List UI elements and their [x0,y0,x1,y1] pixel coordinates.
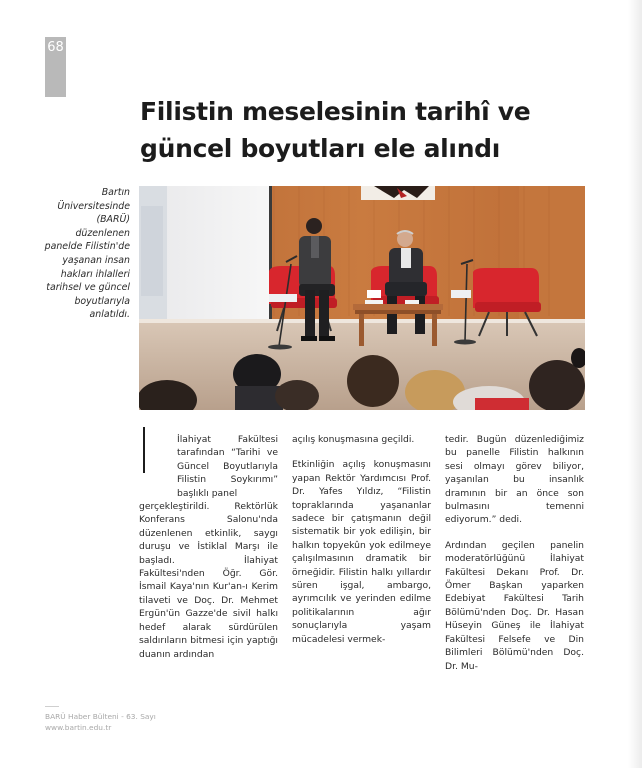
panel-event-photo [139,186,585,410]
article-column-1 [139,433,278,673]
article-paragraph: açılış konuşmasına geçildi. [292,434,415,445]
article-headline: Filistin meselesinin tarihî ve güncel boyutları ele alındı [140,97,531,163]
article-body-text: gerçekleştirildi. Rektörlük Konferans Salonu'nda düzenlenen etkinlik, saygı duruşu ve İstiklal Marşı ile başladı. İlahiyat Fakültesi'nden Öğr. Gör. İsmail Kaya'nın Kur'an-ı Kerim tilaveti ve Doç. Dr. Mehmet Ergün'ün Gazze'de sivil halkı hedef alarak sürdürülen saldırıların bitmesi için yaptığı duanın ardından [139,501,278,660]
pull-quote: Bartın Üniversitesinde (BARÜ) düzenlenen panelde Filistin'de yaşanan insan hakları ihlalleri tarihsel ve güncel boyutlarıyla anlatıldı. [44,187,130,321]
footer-website-link[interactable]: www.bartin.edu.tr [45,723,112,732]
page-edge-shadow [628,0,642,768]
page-footer [45,711,156,733]
article-column-2 [292,433,431,658]
article-paragraph: Ardından geçilen panelin moderatörlüğünü İlahiyat Fakültesi Dekanı Prof. Dr. Ömer Başkan yaparken Edebiyat Fakültesi Tarih Bölümü'nden Doç. Dr. Hasan Hüseyin Güneş ile İlahiyat Fakültesi Felsefe ve Din Bilimleri Bölümü'nden Doç. Dr. Mu- [445,539,584,672]
footer-bulletin: BARÜ Haber Bülteni - 63. Sayı [45,712,156,721]
article-lead-text: İlahiyat Fakültesi tarafından “Tarihi ve Güncel Boyutlarıyla Filistin Soykırımı” başlıklı panel [177,434,278,499]
footer-divider [45,706,59,707]
page-number: 68 [45,37,66,97]
article-paragraph: tedir. Bugün düzenlediğimiz bu panelle Filistin halkının sesi olmayı görev biliyor, yaşanılan bu insanlık dramının bir an önce son bulmasını temenni ediyorum.” dedi. [445,434,584,526]
article-column-3 [445,433,584,685]
article-paragraph: Etkinliğin açılış konuşmasını yapan Rektör Yardımcısı Prof. Dr. Yafes Yıldız, “Filistin topraklarında yaşananlar sadece bir çatışmanın değil sistematik bir yok edilişin, bir halkın topyekûn yok edilmeye çalışılmasının dramatik bir örneğidir. Filistin halkı yıllardır süren işgal, ambargo, ayrımcılık ve yerinden edilme politikalarının ağır sonuçlarıyla yaşam mücadelesi vermek- [292,459,431,645]
